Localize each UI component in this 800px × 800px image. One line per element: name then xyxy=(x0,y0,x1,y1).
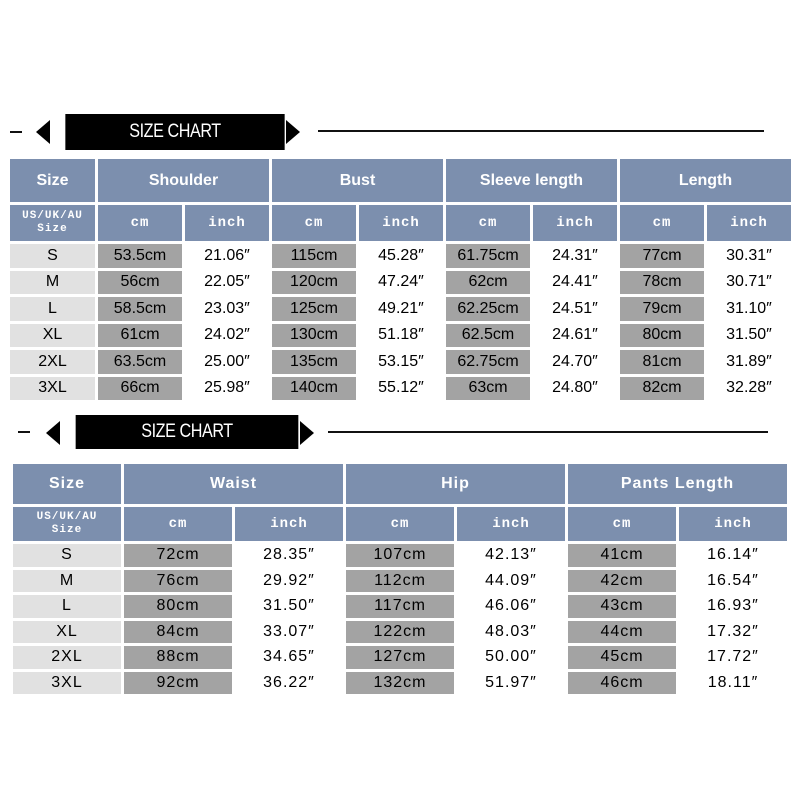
cm-cell: 135cm xyxy=(272,350,356,374)
inch-cell: 50.00″ xyxy=(457,646,565,669)
inch-cell: 24.70″ xyxy=(533,350,617,374)
cm-cell: 132cm xyxy=(346,672,454,695)
waist-header: Waist xyxy=(124,464,343,504)
top-banner-title: SIZE CHART xyxy=(65,114,284,150)
inch-cell: 23.03″ xyxy=(185,297,269,321)
inch-cell: 17.72″ xyxy=(679,646,787,669)
unit-inch: inch xyxy=(533,205,617,241)
size-cell: S xyxy=(10,244,95,268)
size-cell: M xyxy=(10,271,95,295)
inch-cell: 25.00″ xyxy=(185,350,269,374)
unit-inch: inch xyxy=(457,507,565,541)
unit-cm: cm xyxy=(346,507,454,541)
size-cell: M xyxy=(13,570,121,593)
size-cell: 3XL xyxy=(10,377,95,401)
inch-cell: 24.51″ xyxy=(533,297,617,321)
inch-cell: 49.21″ xyxy=(359,297,443,321)
cm-cell: 58.5cm xyxy=(98,297,182,321)
size-cell: 2XL xyxy=(10,350,95,374)
inch-cell: 31.50″ xyxy=(235,595,343,618)
cm-cell: 43cm xyxy=(568,595,676,618)
cm-cell: 92cm xyxy=(124,672,232,695)
cm-cell: 77cm xyxy=(620,244,704,268)
unit-cm: cm xyxy=(568,507,676,541)
size-cell: 2XL xyxy=(13,646,121,669)
table-row xyxy=(13,672,787,695)
inch-cell: 48.03″ xyxy=(457,621,565,644)
cm-cell: 72cm xyxy=(124,544,232,567)
bust-header: Bust xyxy=(272,159,443,202)
unit-cm: cm xyxy=(124,507,232,541)
inch-cell: 16.93″ xyxy=(679,595,787,618)
unit-inch: inch xyxy=(185,205,269,241)
inch-cell: 42.13″ xyxy=(457,544,565,567)
size-cell: L xyxy=(10,297,95,321)
unit-cm: cm xyxy=(446,205,530,241)
inch-cell: 31.50″ xyxy=(707,324,791,348)
inch-cell: 55.12″ xyxy=(359,377,443,401)
size-cell: L xyxy=(13,595,121,618)
table-row xyxy=(13,621,787,644)
cm-cell: 56cm xyxy=(98,271,182,295)
inch-cell: 30.71″ xyxy=(707,271,791,295)
inch-cell: 30.31″ xyxy=(707,244,791,268)
cm-cell: 130cm xyxy=(272,324,356,348)
bottom-table-body xyxy=(13,544,787,694)
cm-cell: 107cm xyxy=(346,544,454,567)
size-cell: XL xyxy=(13,621,121,644)
inch-cell: 31.10″ xyxy=(707,297,791,321)
inch-cell: 24.61″ xyxy=(533,324,617,348)
unit-inch: inch xyxy=(679,507,787,541)
cm-cell: 117cm xyxy=(346,595,454,618)
cm-cell: 61cm xyxy=(98,324,182,348)
inch-cell: 28.35″ xyxy=(235,544,343,567)
table-row xyxy=(13,646,787,669)
inch-cell: 24.31″ xyxy=(533,244,617,268)
inch-cell: 44.09″ xyxy=(457,570,565,593)
table-row xyxy=(13,595,787,618)
cm-cell: 61.75cm xyxy=(446,244,530,268)
inch-cell: 24.80″ xyxy=(533,377,617,401)
table-row xyxy=(13,544,787,567)
unit-cm: cm xyxy=(98,205,182,241)
unit-cm: cm xyxy=(272,205,356,241)
inch-cell: 21.06″ xyxy=(185,244,269,268)
cm-cell: 63cm xyxy=(446,377,530,401)
inch-cell: 47.24″ xyxy=(359,271,443,295)
bottom-size-chart-banner xyxy=(0,413,800,453)
top-size-table xyxy=(7,156,794,403)
size-header: Size xyxy=(10,159,95,202)
pants-length-header: Pants Length xyxy=(568,464,787,504)
cm-cell: 62.75cm xyxy=(446,350,530,374)
table-row xyxy=(10,350,791,374)
unit-inch: inch xyxy=(359,205,443,241)
inch-cell: 51.97″ xyxy=(457,672,565,695)
inch-cell: 51.18″ xyxy=(359,324,443,348)
inch-cell: 33.07″ xyxy=(235,621,343,644)
cm-cell: 127cm xyxy=(346,646,454,669)
inch-cell: 34.65″ xyxy=(235,646,343,669)
cm-cell: 122cm xyxy=(346,621,454,644)
unit-inch: inch xyxy=(235,507,343,541)
table-row xyxy=(10,297,791,321)
inch-cell: 16.14″ xyxy=(679,544,787,567)
inch-cell: 18.11″ xyxy=(679,672,787,695)
inch-cell: 29.92″ xyxy=(235,570,343,593)
cm-cell: 62cm xyxy=(446,271,530,295)
bottom-banner-title: SIZE CHART xyxy=(76,415,299,449)
banner-rule-left xyxy=(18,431,30,433)
cm-cell: 88cm xyxy=(124,646,232,669)
cm-cell: 79cm xyxy=(620,297,704,321)
inch-cell: 25.98″ xyxy=(185,377,269,401)
cm-cell: 125cm xyxy=(272,297,356,321)
inch-cell: 46.06″ xyxy=(457,595,565,618)
unit-inch: inch xyxy=(707,205,791,241)
cm-cell: 81cm xyxy=(620,350,704,374)
inch-cell: 16.54″ xyxy=(679,570,787,593)
cm-cell: 78cm xyxy=(620,271,704,295)
size-cell: XL xyxy=(10,324,95,348)
cm-cell: 112cm xyxy=(346,570,454,593)
shoulder-header: Shoulder xyxy=(98,159,269,202)
cm-cell: 84cm xyxy=(124,621,232,644)
size-system-label: US/UK/AU Size xyxy=(10,205,95,241)
cm-cell: 80cm xyxy=(124,595,232,618)
table-row xyxy=(10,324,791,348)
banner-rule-right xyxy=(328,431,768,433)
inch-cell: 36.22″ xyxy=(235,672,343,695)
size-system-label: US/UK/AU Size xyxy=(13,507,121,541)
cm-cell: 140cm xyxy=(272,377,356,401)
banner-rule-right xyxy=(318,130,764,132)
cm-cell: 62.25cm xyxy=(446,297,530,321)
cm-cell: 82cm xyxy=(620,377,704,401)
inch-cell: 22.05″ xyxy=(185,271,269,295)
cm-cell: 76cm xyxy=(124,570,232,593)
length-header: Length xyxy=(620,159,791,202)
cm-cell: 46cm xyxy=(568,672,676,695)
inch-cell: 31.89″ xyxy=(707,350,791,374)
cm-cell: 62.5cm xyxy=(446,324,530,348)
cm-cell: 45cm xyxy=(568,646,676,669)
size-header: Size xyxy=(13,464,121,504)
inch-cell: 53.15″ xyxy=(359,350,443,374)
unit-cm: cm xyxy=(620,205,704,241)
cm-cell: 42cm xyxy=(568,570,676,593)
cm-cell: 53.5cm xyxy=(98,244,182,268)
inch-cell: 17.32″ xyxy=(679,621,787,644)
cm-cell: 63.5cm xyxy=(98,350,182,374)
size-cell: S xyxy=(13,544,121,567)
cm-cell: 41cm xyxy=(568,544,676,567)
table-row xyxy=(10,244,791,268)
inch-cell: 45.28″ xyxy=(359,244,443,268)
cm-cell: 120cm xyxy=(272,271,356,295)
inch-cell: 24.02″ xyxy=(185,324,269,348)
inch-cell: 32.28″ xyxy=(707,377,791,401)
table-row xyxy=(13,570,787,593)
top-size-chart-banner xyxy=(0,112,800,152)
cm-cell: 115cm xyxy=(272,244,356,268)
cm-cell: 66cm xyxy=(98,377,182,401)
table-row xyxy=(10,377,791,401)
cm-cell: 44cm xyxy=(568,621,676,644)
table-row xyxy=(10,271,791,295)
inch-cell: 24.41″ xyxy=(533,271,617,295)
hip-header: Hip xyxy=(346,464,565,504)
bottom-size-table xyxy=(10,461,790,697)
size-cell: 3XL xyxy=(13,672,121,695)
top-table-body xyxy=(10,244,791,400)
cm-cell: 80cm xyxy=(620,324,704,348)
banner-rule-left xyxy=(10,131,22,133)
sleeve-length-header: Sleeve length xyxy=(446,159,617,202)
